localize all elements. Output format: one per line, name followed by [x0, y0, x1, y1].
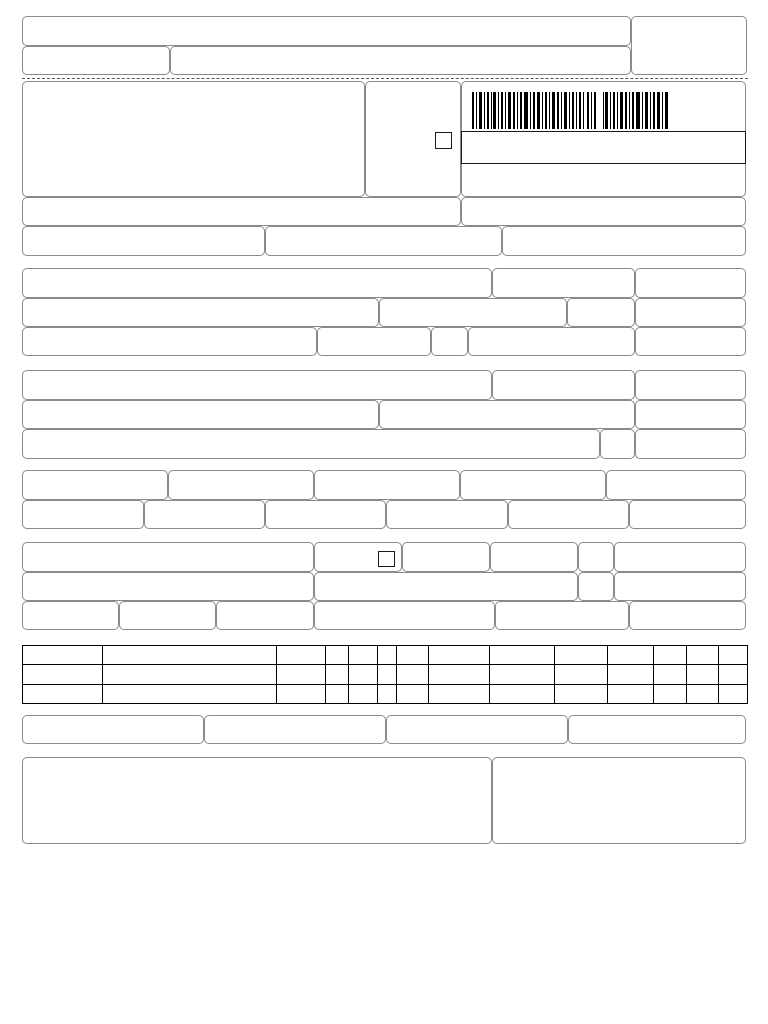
table-cell[interactable] [608, 665, 654, 684]
table-row [23, 646, 748, 665]
s4-field-7[interactable] [144, 500, 265, 529]
table-cell[interactable] [555, 665, 608, 684]
s4-field-5[interactable] [606, 470, 746, 500]
table-row [23, 684, 748, 703]
city-field[interactable] [22, 226, 265, 256]
table-cell[interactable] [490, 684, 555, 703]
table-cell[interactable] [349, 646, 378, 665]
table-cell[interactable] [378, 665, 397, 684]
table-cell[interactable] [654, 684, 687, 703]
header-corner-field[interactable] [631, 16, 747, 75]
total-field-2[interactable] [204, 715, 386, 744]
table-cell[interactable] [23, 665, 103, 684]
table-cell[interactable] [277, 684, 326, 703]
table-cell[interactable] [719, 684, 748, 703]
option-checkbox[interactable] [435, 132, 452, 149]
table-cell[interactable] [103, 684, 277, 703]
s4-field-8[interactable] [265, 500, 386, 529]
s5-field-b[interactable] [490, 542, 578, 572]
table-cell[interactable] [654, 665, 687, 684]
s4-field-4[interactable] [460, 470, 606, 500]
s3-city-field[interactable] [379, 400, 635, 429]
zip-field[interactable] [502, 226, 746, 256]
header-title-field[interactable] [22, 16, 631, 46]
total-field-3[interactable] [386, 715, 568, 744]
table-cell[interactable] [23, 646, 103, 665]
s3-amount-field[interactable] [635, 429, 746, 459]
table-cell[interactable] [378, 684, 397, 703]
table-cell[interactable] [687, 646, 719, 665]
s2-ext-field[interactable] [431, 327, 468, 356]
table-cell[interactable] [326, 665, 349, 684]
remarks-field[interactable] [22, 757, 492, 844]
s3-notes-field[interactable] [22, 429, 600, 459]
s5-field-j[interactable] [629, 601, 746, 630]
table-cell[interactable] [326, 684, 349, 703]
table-cell[interactable] [429, 684, 490, 703]
header-name-field[interactable] [170, 46, 631, 75]
s2-zip-field[interactable] [635, 298, 746, 327]
table-cell[interactable] [349, 665, 378, 684]
table-cell[interactable] [277, 646, 326, 665]
s5-field-c[interactable] [578, 542, 614, 572]
s5-field-a[interactable] [402, 542, 490, 572]
s5-checkbox[interactable] [378, 551, 395, 567]
table-cell[interactable] [397, 684, 429, 703]
address-block-field[interactable] [22, 81, 365, 197]
s5-city-field[interactable] [314, 572, 578, 601]
s4-field-6[interactable] [22, 500, 144, 529]
s5-address-field[interactable] [22, 572, 314, 601]
table-cell[interactable] [326, 646, 349, 665]
s3-id-field[interactable] [492, 370, 635, 400]
tracking-number-field[interactable] [461, 131, 746, 164]
s5-field-f[interactable] [119, 601, 216, 630]
s2-address-field[interactable] [22, 298, 379, 327]
s2-name-field[interactable] [22, 268, 492, 298]
s4-field-3[interactable] [314, 470, 460, 500]
s2-state-field[interactable] [567, 298, 635, 327]
s4-field-9[interactable] [386, 500, 508, 529]
s5-state-field[interactable] [578, 572, 614, 601]
signature-field[interactable] [492, 757, 746, 844]
total-field-1[interactable] [22, 715, 204, 744]
s2-account-field[interactable] [635, 327, 746, 356]
s4-field-2[interactable] [168, 470, 314, 500]
s2-fax-field[interactable] [468, 327, 635, 356]
header-code-field[interactable] [22, 46, 170, 75]
s3-code-field[interactable] [600, 429, 635, 459]
s3-address-field[interactable] [22, 400, 379, 429]
table-cell[interactable] [608, 646, 654, 665]
table-cell[interactable] [719, 646, 748, 665]
s5-field-g[interactable] [216, 601, 314, 630]
s3-name-field[interactable] [22, 370, 492, 400]
table-cell[interactable] [397, 665, 429, 684]
table-row [23, 665, 748, 684]
s5-name-field[interactable] [22, 542, 314, 572]
table-cell[interactable] [429, 646, 490, 665]
s4-field-1[interactable] [22, 470, 168, 500]
table-cell[interactable] [103, 646, 277, 665]
s3-zip-field[interactable] [635, 400, 746, 429]
table-cell[interactable] [654, 646, 687, 665]
s2-phone-field[interactable] [317, 327, 431, 356]
total-field-4[interactable] [568, 715, 746, 744]
s5-field-e[interactable] [22, 601, 119, 630]
s3-date-field[interactable] [635, 370, 746, 400]
s2-date-field[interactable] [635, 268, 746, 298]
state-field[interactable] [265, 226, 502, 256]
s2-contact-field[interactable] [22, 327, 317, 356]
reference-field[interactable] [461, 197, 746, 226]
cut-line [22, 78, 748, 79]
table-cell[interactable] [719, 665, 748, 684]
table-cell[interactable] [23, 684, 103, 703]
item-table [22, 645, 748, 704]
table-cell[interactable] [103, 665, 277, 684]
s5-field-i[interactable] [495, 601, 629, 630]
s4-field-11[interactable] [629, 500, 746, 529]
table-cell[interactable] [397, 646, 429, 665]
table-cell[interactable] [378, 646, 397, 665]
table-cell[interactable] [555, 646, 608, 665]
s2-city-field[interactable] [379, 298, 567, 327]
table-cell[interactable] [687, 665, 719, 684]
address-line-field[interactable] [22, 197, 461, 226]
barcode-icon [470, 92, 670, 129]
s2-id-field[interactable] [492, 268, 635, 298]
table-cell[interactable] [687, 684, 719, 703]
table-cell[interactable] [490, 665, 555, 684]
table-cell[interactable] [555, 684, 608, 703]
table-cell[interactable] [608, 684, 654, 703]
table-cell[interactable] [429, 665, 490, 684]
table-cell[interactable] [349, 684, 378, 703]
table-cell[interactable] [277, 665, 326, 684]
s5-zip-field[interactable] [614, 572, 746, 601]
table-cell[interactable] [490, 646, 555, 665]
s5-field-d[interactable] [614, 542, 746, 572]
s5-field-h[interactable] [314, 601, 495, 630]
s4-field-10[interactable] [508, 500, 629, 529]
